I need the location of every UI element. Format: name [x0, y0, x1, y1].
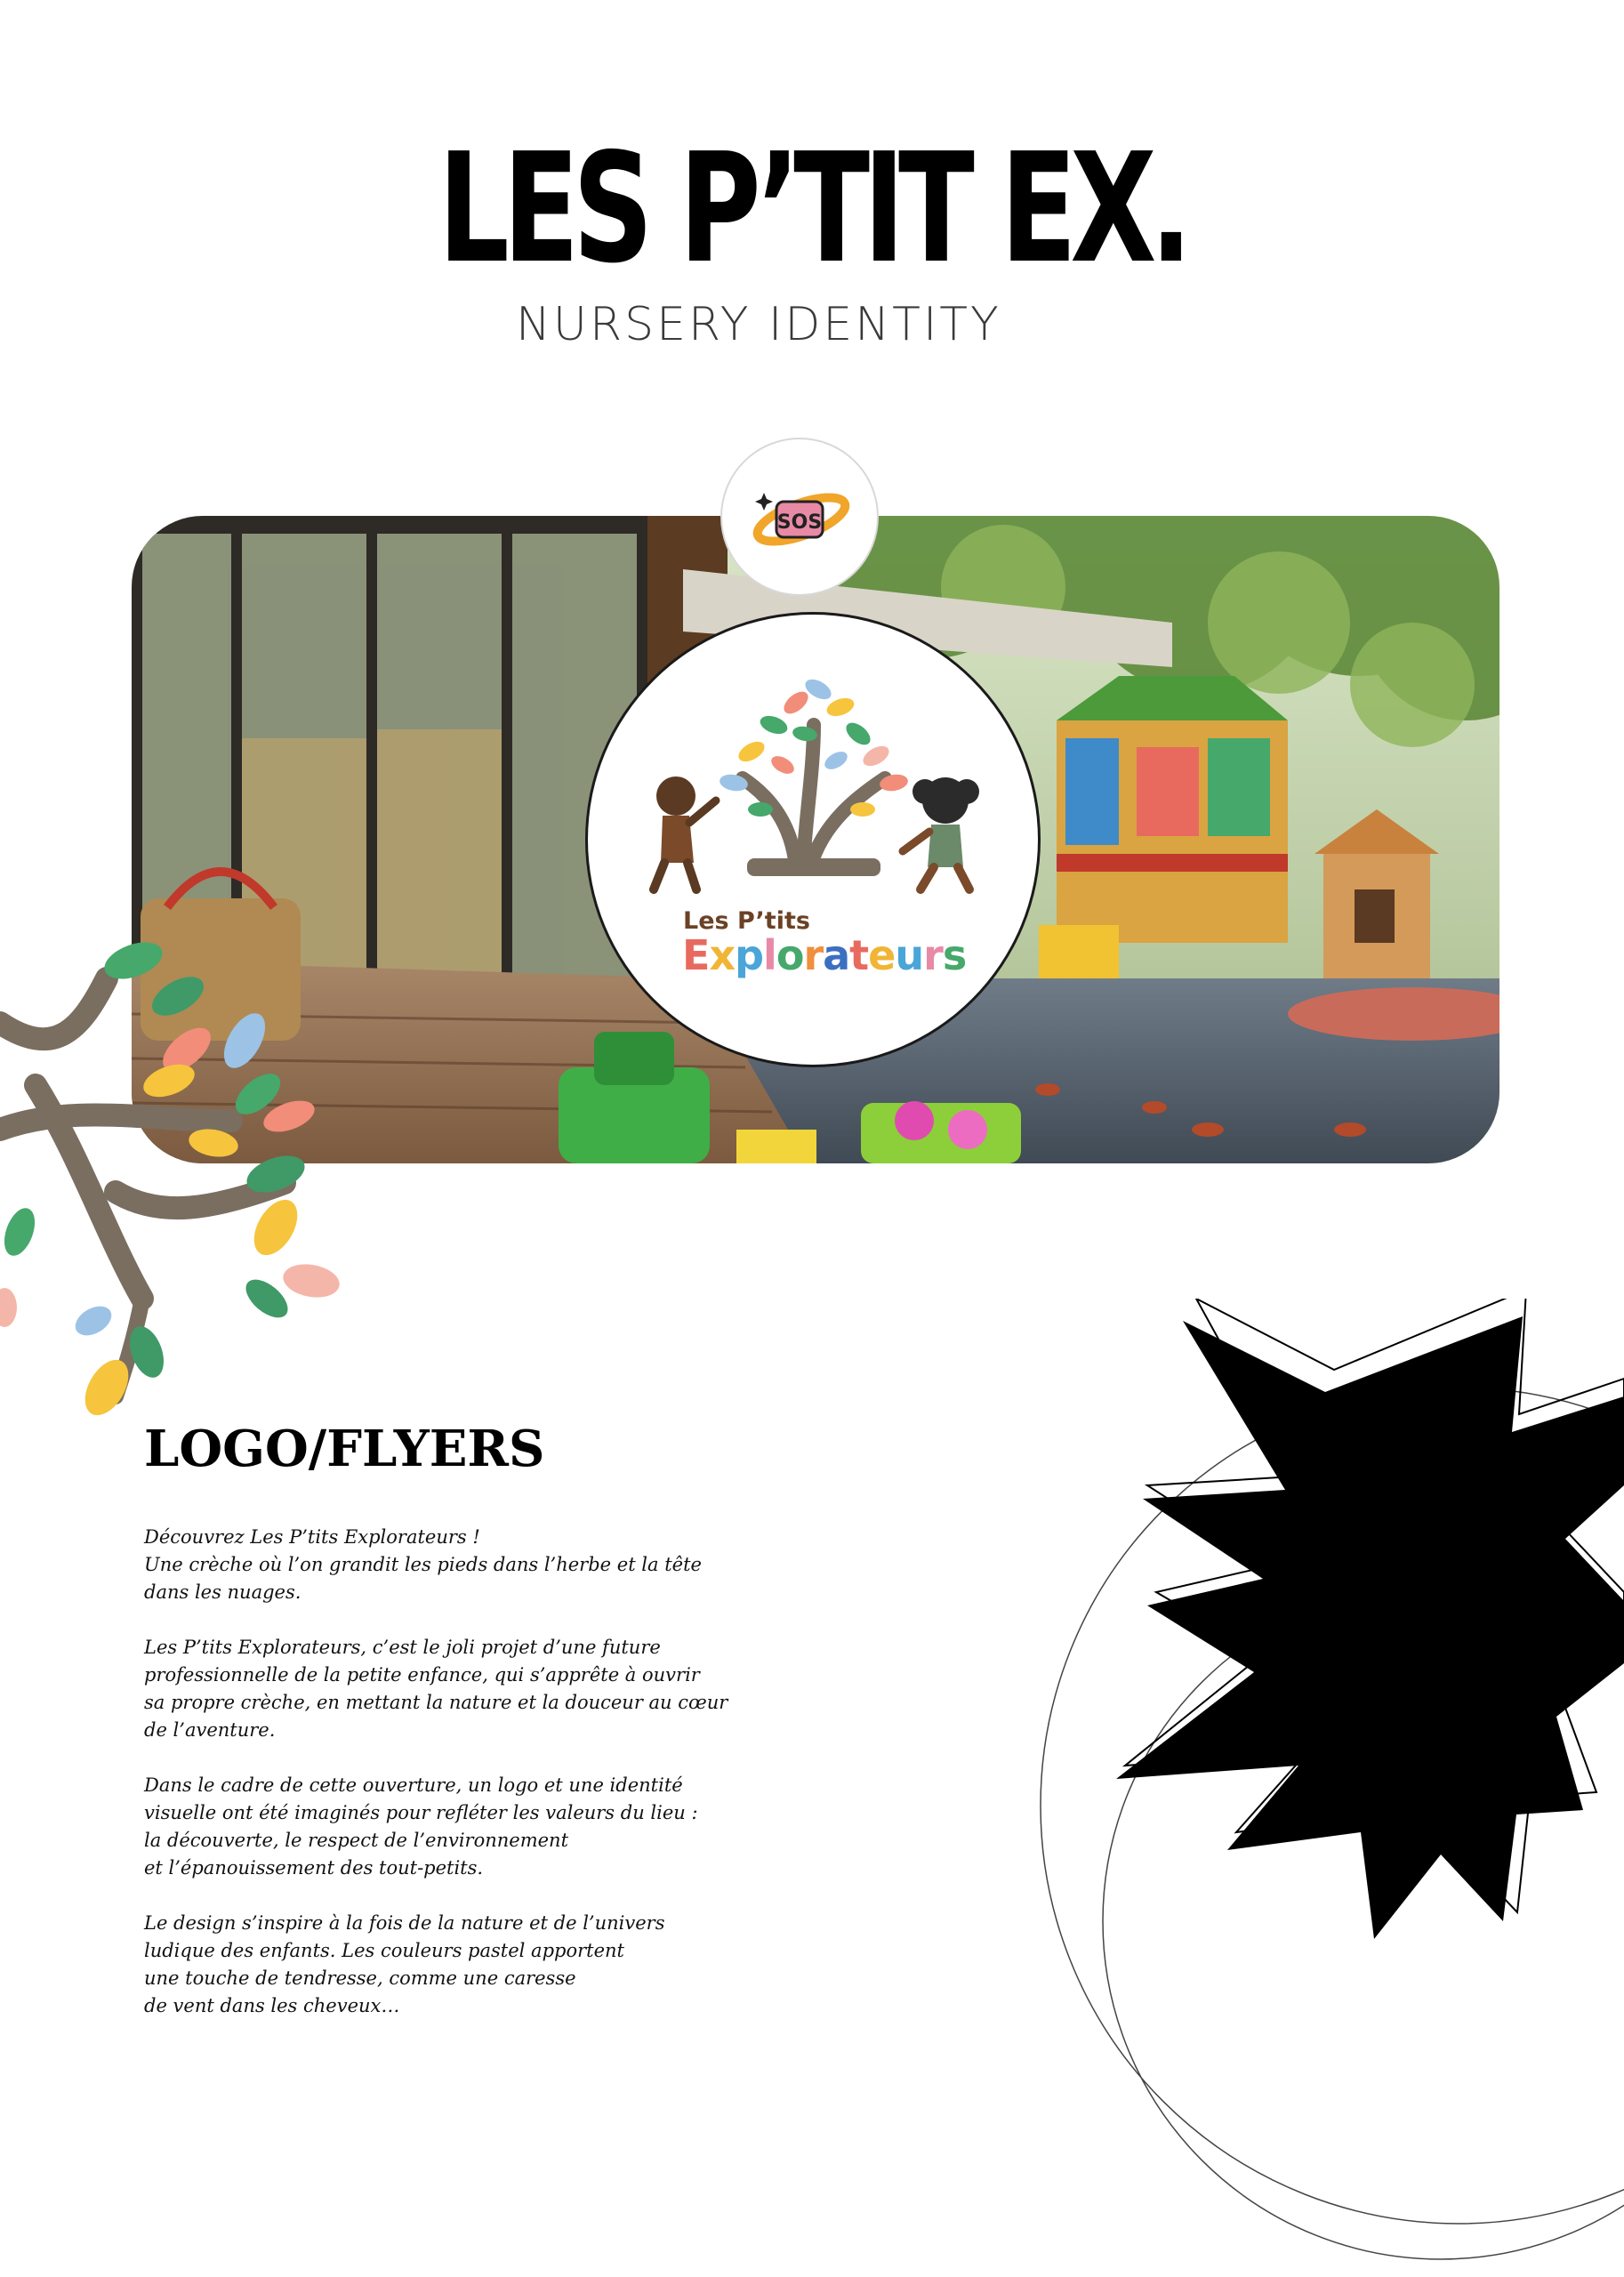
description-text [144, 1524, 749, 2048]
paragraph-2: Les P’tits Explorateurs, c’est le joli projet d’une future professionnelle de la petite enfance, qui s’apprête à ouvrir sa propre crèche, en mettant la nature et la douceur au cœur de l’aventure. [144, 1637, 728, 1741]
page-subtitle: NURSERY IDENTITY [516, 298, 1001, 351]
paragraph-1: Découvrez Les P’tits Explorateurs ! Une crèche où l’on grandit les pieds dans l’herbe et la tête dans les nuages. [144, 1526, 702, 1603]
sos-badge-icon [746, 477, 853, 557]
logo-line2: Explorateurs [682, 931, 967, 979]
sos-badge-text: SOS [776, 511, 823, 534]
page-title: LES P’TIT EX. [438, 121, 1186, 297]
logo-line1: Les P’tits [683, 907, 810, 935]
section-title: LOGO/FLYERS [144, 1420, 545, 1478]
starburst-decoration [889, 1299, 1624, 2277]
child-right-icon [903, 777, 979, 889]
tree-icon [591, 618, 1034, 1061]
tree-branch-decoration [0, 925, 374, 1423]
child-left-icon [654, 776, 716, 889]
paragraph-4: Le design s’inspire à la fois de la nature et de l’univers ludique des enfants. Les couleurs pastel apportent une touche de tendresse, comme une caresse de vent dans les cheveux… [144, 1912, 665, 2016]
paragraph-3: Dans le cadre de cette ouverture, un logo et une identité visuelle ont été imaginés pour refléter les valeurs du lieu : la découverte, le respect de l’environnement et l’épanouissement des tout-petits. [144, 1774, 698, 1879]
sos-badge [720, 438, 879, 596]
brand-logo [591, 618, 1034, 1061]
